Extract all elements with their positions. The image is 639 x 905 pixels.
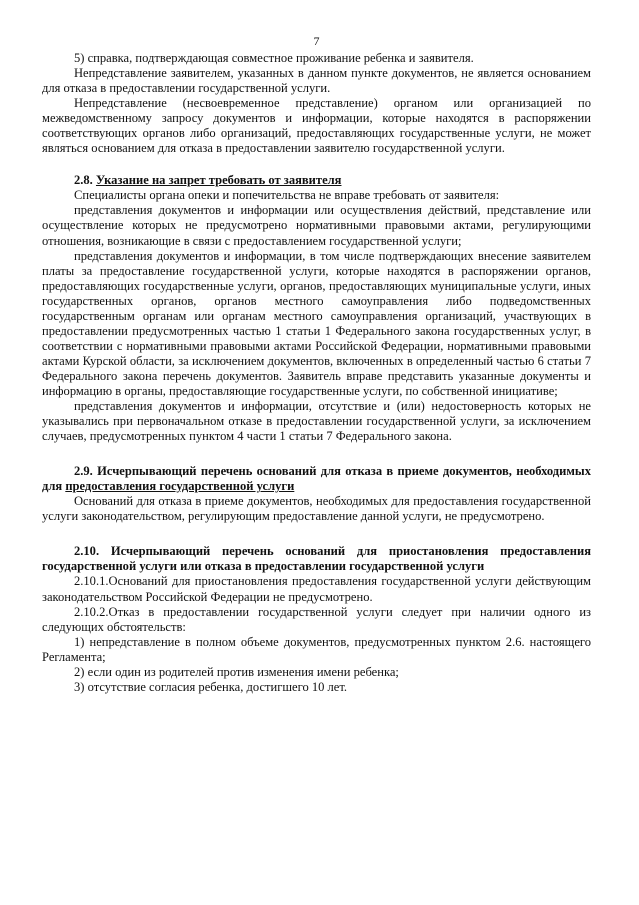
list-item: 1) непредставление в полном объеме документов, предусмотренных пунктом 2.6. настоящего Регламента; (42, 634, 591, 664)
paragraph: Непредставление заявителем, указанных в данном пункте документов, не является основанием для отказа в предоставлении государственной услуги. (42, 66, 591, 96)
paragraph: Непредставление (несвоевременное представление) органом или организацией по межведомственному запросу документов и информации, которые находятся в распоряжении соответствующих органов либо организаций, предоставляющих государственные услуги, не может являться основанием для отказа в предоставлении заявителю государственной услуги. (42, 96, 591, 156)
list-item: 2) если один из родителей против изменения имени ребенка; (74, 664, 399, 679)
paragraph: 5) справка, подтверждающая совместное проживание ребенка и заявителя. (74, 51, 474, 65)
section-heading-2-8 (42, 173, 591, 188)
section-number: 2.9. (74, 464, 98, 479)
section-title-part: Исчерпывающий перечень оснований для отказа в приеме документов, необходимых для (42, 464, 591, 494)
paragraph: 2.10.2.Отказ в предоставлении государственной услуги следует при наличии одного из следующих обстоятельств: (42, 604, 591, 634)
paragraph: представления документов и информации, в том числе подтверждающих внесение заявителем платы за предоставление государственной услуги, которые находятся в распоряжении органов, предоставляющих государственные услуги, органов, предоставляющих муниципальные услуги, иных государственных органов, органов местного самоуправления либо подведомственных государственным органам или органам местного самоуправления организаций, участвующих в предоставлении предусмотренных частью 1 статьи 1 Федерального закона государственных услуг, в соответствии с нормативными правовыми актами Российской Федерации, нормативными правовыми актами Курской области, за исключением документов, включенных в определенный частью 6 статьи 7 Федерального закона перечень документов. Заявитель вправе представить указанные документы и информацию в органы, предоставляющие государственные услуги, по собственной инициативе; (42, 248, 591, 398)
paragraph: представления документов и информации или осуществления действий, представление или осуществление которых не предусмотрено нормативными правовыми актами, регулирующими отношения, возникающие в связи с предоставлением государственной услуги; (42, 203, 591, 248)
document-page (42, 34, 591, 695)
paragraph: представления документов и информации, отсутствие и (или) недостоверность которых не указывались при первоначальном отказе в предоставлении государственной услуги, за исключением случаев, предусмотренных пунктом 4 части 1 статьи 7 Федерального закона. (42, 399, 591, 444)
paragraph: 2.10.1.Оснований для приостановления предоставления государственной услуги действующим законодательством Российской Федерации не предусмотрено. (42, 574, 591, 604)
paragraph: Специалисты органа опеки и попечительства не вправе требовать от заявителя: (74, 188, 500, 203)
section-title: Указание на запрет требовать от заявителя (95, 173, 342, 188)
paragraph: Оснований для отказа в приеме документов, необходимых для предоставления государственной услуги законодательством, регулирующим предоставление данной услуги, не предусмотрено. (42, 494, 591, 524)
list-item: 3) отсутствие согласия ребенка, достигшего 10 лет. (74, 679, 348, 694)
section-heading-2-9 (42, 464, 591, 494)
section-heading-2-10: 2.10. Исчерпывающий перечень оснований для приостановления предоставления государственной услуги или отказа в предоставлении государственной услуги (42, 544, 591, 574)
page-number: 7 (313, 34, 320, 48)
section-title-underlined: предоставления государственной услуги (65, 479, 295, 494)
section-number: 2.8. (74, 173, 96, 188)
